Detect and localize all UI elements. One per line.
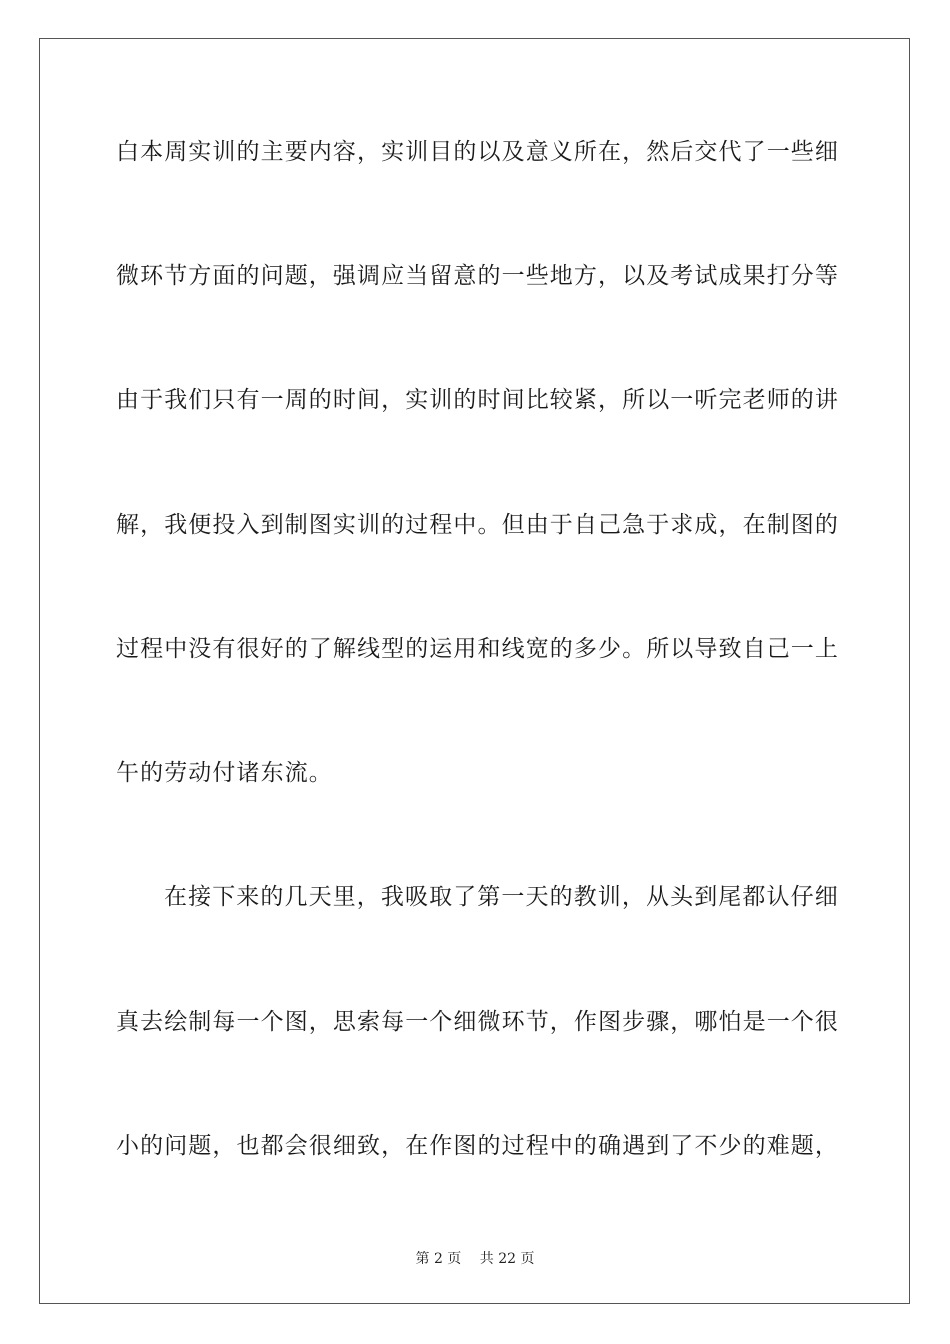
text-line: 午的劳动付诸东流。 [116, 760, 333, 786]
text-line-indented: 在接下来的几天里，我吸取了第一天的教训，从头到尾都认仔细 [164, 884, 839, 910]
page-total: 共 22 页 [479, 1251, 535, 1267]
text-line: 微环节方面的问题，强调应当留意的一些地方，以及考试成果打分等 [116, 263, 839, 289]
page-number: 第 2 页 [415, 1251, 462, 1267]
text-line: 由于我们只有一周的时间，实训的时间比较紧，所以一听完老师的讲 [116, 387, 839, 413]
text-line: 真去绘制每一个图，思索每一个细微环节，作图步骤，哪怕是一个很 [116, 1009, 839, 1035]
page-border [39, 38, 910, 1304]
page-footer [0, 1248, 950, 1268]
text-line: 小的问题，也都会很细致，在作图的过程中的确遇到了不少的难题， [116, 1133, 839, 1159]
text-line: 过程中没有很好的了解线型的运用和线宽的多少。所以导致自己一上 [116, 636, 839, 662]
text-line: 解，我便投入到制图实训的过程中。但由于自己急于求成，在制图的 [116, 512, 839, 538]
text-line: 白本周实训的主要内容，实训目的以及意义所在，然后交代了一些细 [116, 139, 839, 165]
